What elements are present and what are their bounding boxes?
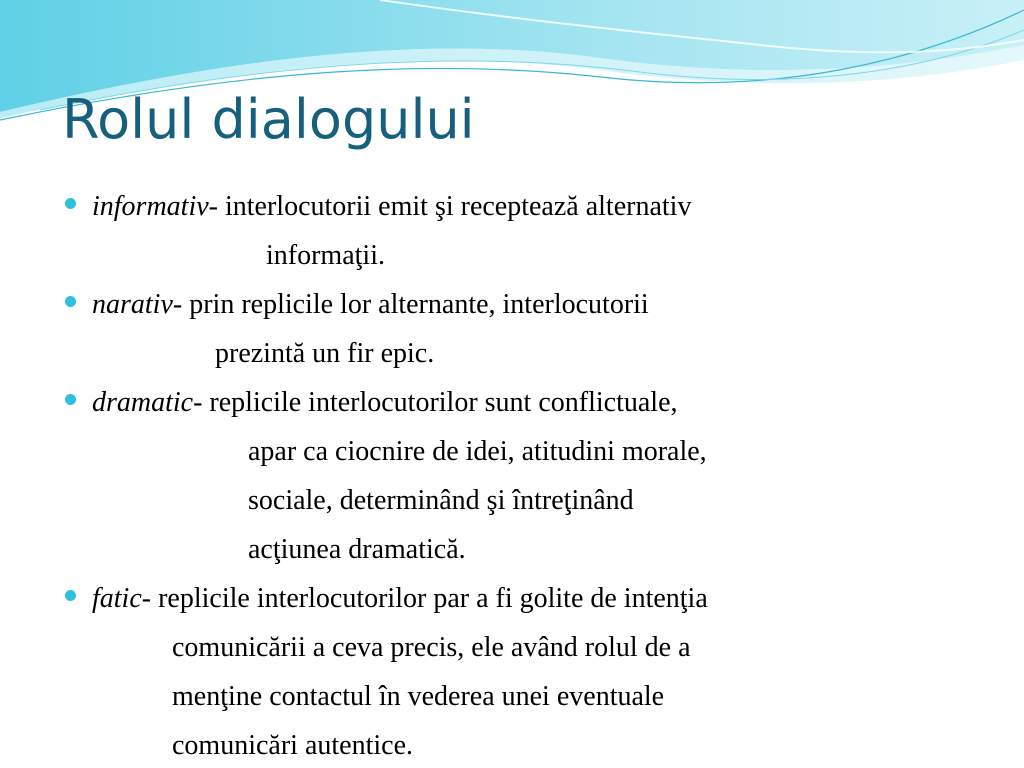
list-item-narativ [0,281,1024,379]
list-item-term: narativ [92,289,173,320]
list-item-continuation: informaţii. [266,240,385,271]
bullet-dot-icon [65,198,76,209]
list-item-first-line [0,575,1024,624]
list-item-term: fatic [92,583,142,614]
list-item-continuation: menţine contactul în vederea unei eventuale [172,681,665,712]
bullet-dot-icon [65,590,76,601]
list-item-continuation: comunicării a ceva precis, ele având rolul de a [172,632,691,663]
list-item-fatic [0,575,1024,768]
list-item-continuation: comunicări autentice. [172,730,413,761]
list-item-first-line [0,183,1024,232]
bullet-dot-icon [65,394,76,405]
list-item-text: - replicile interlocutorilor sunt conflictuale, [193,387,678,418]
list-item-continuation: prezintă un fir epic. [215,338,435,369]
slide-title: Rolul dialogului [62,88,475,151]
list-item-text: - prin replicile lor alternante, interlocutorii [172,289,649,320]
list-item-continuation: sociale, determinând şi întreţinând [248,485,634,516]
list-item-term: informativ [92,191,209,222]
list-item-text: - replicile interlocutorilor par a fi golite de intenţia [141,583,708,614]
list-item-continuation: acţiunea dramatică. [248,534,466,565]
bullet-dot-icon [65,296,76,307]
list-item-first-line [0,379,1024,428]
bullet-list [0,183,1024,768]
list-item-continuation: apar ca ciocnire de idei, atitudini morale, [248,436,707,467]
list-item-term: dramatic [92,387,194,418]
list-item-text: - interlocutorii emit şi receptează alternativ [208,191,692,222]
list-item-first-line [0,281,1024,330]
list-item-informativ [0,183,1024,281]
list-item-dramatic [0,379,1024,575]
